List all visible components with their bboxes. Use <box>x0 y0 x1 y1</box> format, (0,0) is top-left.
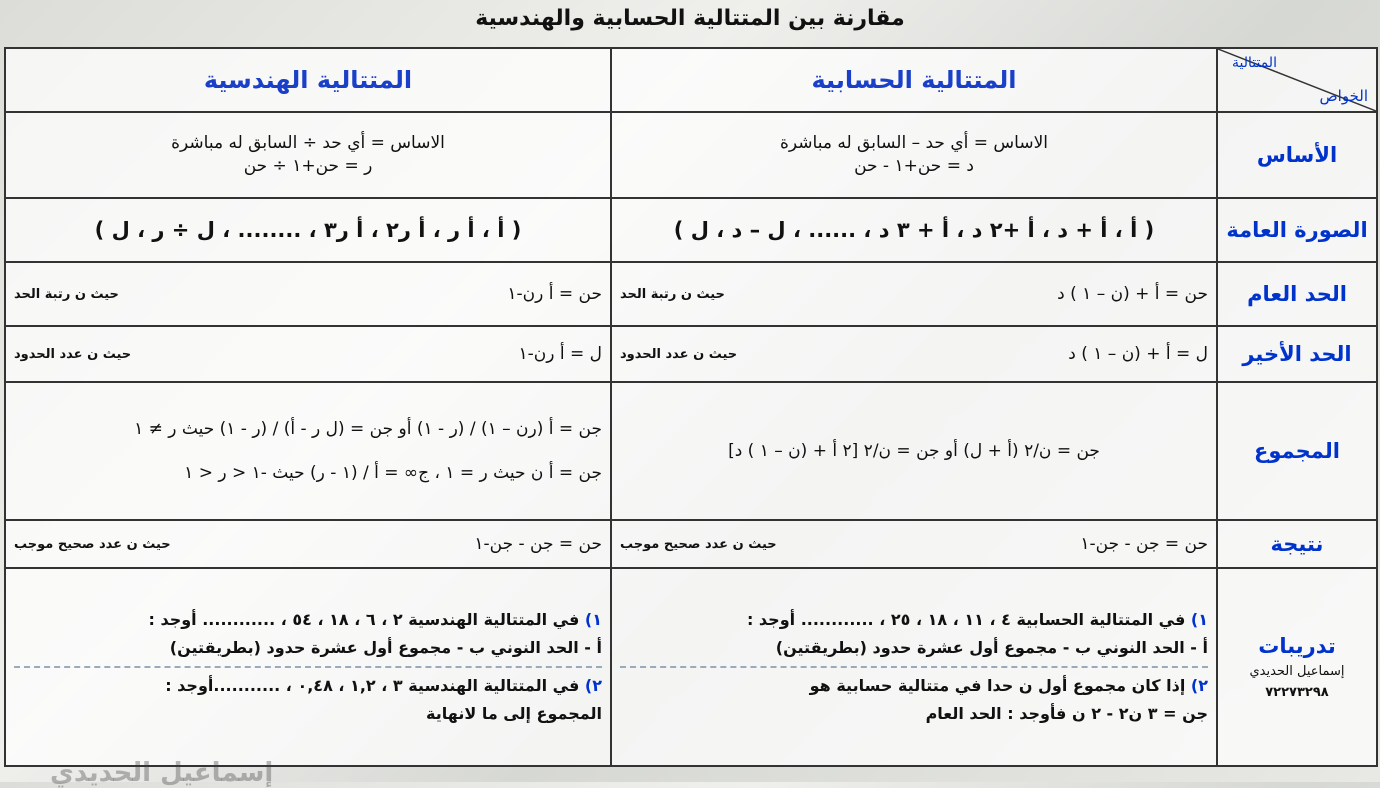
geo-sum-cell <box>5 382 611 520</box>
arith-exercise-2-formula: جن = ٣ ن٢ - ٢ ن فأوجد : الحد العام <box>925 704 1208 723</box>
geo-exercise-1-text: في المتتالية الهندسية ٢ ، ٦ ، ١٨ ، ٥٤ ، ............ أوجد : <box>148 610 580 629</box>
row-last-term <box>5 326 1377 382</box>
row-general-term <box>5 262 1377 326</box>
geo-general-term-note: حيث ن رتبة الحد <box>14 286 119 302</box>
arith-general-term-note: حيث ن رتبة الحد <box>620 286 725 302</box>
arith-last-term-note: حيث ن عدد الحدود <box>620 346 738 362</box>
arith-base-def: الاساس = أي حد – السابق له مباشرة <box>779 133 1049 154</box>
geo-last-term-formula: ل = أ رن-١ <box>518 344 602 364</box>
row-label-last-term: الحد الأخير <box>1217 326 1377 382</box>
arith-exercise-2-number: ٢) <box>1190 676 1208 695</box>
arith-exercise-1-text: في المتتالية الحسابية ٤ ، ١١ ، ١٨ ، ٢٥ ، ............ أوجد : <box>746 610 1186 629</box>
geo-exercise-1-parts: أ - الحد النوني ب - مجموع أول عشرة حدود (بطريقتين) <box>169 638 602 657</box>
geo-result-formula: حن = جن - جن-١ <box>474 534 602 554</box>
geo-last-term-cell <box>5 326 611 382</box>
row-label-sum: المجموع <box>1217 382 1377 520</box>
arith-last-term-cell <box>611 326 1217 382</box>
geo-result-note: حيث ن عدد صحيح موجب <box>14 536 171 552</box>
author-name: إسماعيل الحديدي <box>1249 664 1345 679</box>
geo-exercise-2-text: في المتتالية الهندسية ٣ ، ١,٢ ، ٠,٤٨ ، ...........أوجد : <box>165 676 580 695</box>
geo-exercise-1 <box>14 606 602 662</box>
arith-exercise-1 <box>620 606 1208 662</box>
arith-sum-formula: جن = ن/٢ (أ + ل) أو جن = ن/٢ [٢ أ + (ن – ١ ) د] <box>728 441 1100 461</box>
row-result <box>5 520 1377 568</box>
geo-sum-formula-1: جن = أ (رن – ١) / (ر - ١) أو جن = (ل ر - أ) / (ر - ١) حيث ر ≠ ١ <box>134 418 602 439</box>
header-row <box>5 48 1377 112</box>
arith-exercises-cell <box>611 568 1217 766</box>
arith-base-formula: د = حن+١ - حن <box>854 156 974 176</box>
arith-exercise-1-number: ١) <box>1190 610 1208 629</box>
geo-general-form: ( أ ، أ ر ، أ ر٢ ، أ ر٣ ، ........ ، ل ÷ ر ، ل ) <box>5 198 611 262</box>
arith-sum-cell <box>611 382 1217 520</box>
comparison-table <box>4 47 1378 767</box>
row-base <box>5 112 1377 198</box>
row-label-general-term: الحد العام <box>1217 262 1377 326</box>
arith-result-cell <box>611 520 1217 568</box>
geo-base-formula: ر = حن+١ ÷ حن <box>243 156 373 176</box>
arith-result-note: حيث ن عدد صحيح موجب <box>620 536 777 552</box>
arith-base-cell <box>611 112 1217 198</box>
row-sum <box>5 382 1377 520</box>
row-label-result: نتيجة <box>1217 520 1377 568</box>
geo-exercise-2-number: ٢) <box>584 676 602 695</box>
row-label-exercises-cell <box>1217 568 1377 766</box>
author-phone: ٧٢٢٧٣٢٩٨ <box>1265 685 1329 700</box>
author-watermark: إسماعيل الحديدي <box>50 758 274 788</box>
arith-exercise-2 <box>620 672 1208 728</box>
arith-result-formula: حن = جن - جن-١ <box>1080 534 1208 554</box>
geo-sum-formula-2: جن = أ ن حيث ر = ١ ، ج∞ = أ / (١ - ر) حيث -١ < ر < ١ <box>184 463 602 483</box>
arith-general-term-cell <box>611 262 1217 326</box>
arith-exercise-2-text: إذا كان مجموع أول ن حدا في متتالية حسابية هو <box>809 676 1186 695</box>
geo-general-term-formula: حن = أ رن-١ <box>507 284 602 304</box>
arith-exercise-1-parts: أ - الحد النوني ب - مجموع أول عشرة حدود (بطريقتين) <box>775 638 1208 657</box>
corner-cell <box>1217 48 1377 112</box>
row-exercises <box>5 568 1377 766</box>
geometric-heading: المتتالية الهندسية <box>5 48 611 112</box>
arith-general-term-formula: حن = أ + (ن – ١ ) د <box>1057 284 1208 304</box>
arith-last-term-formula: ل = أ + (ن – ١ ) د <box>1068 344 1208 364</box>
geo-result-cell <box>5 520 611 568</box>
row-label-base: الأساس <box>1217 112 1377 198</box>
geo-general-term-cell <box>5 262 611 326</box>
geo-exercise-2 <box>14 672 602 728</box>
row-label-exercises: تدريبات <box>1258 634 1336 658</box>
divider <box>620 666 1208 668</box>
geo-exercises-cell <box>5 568 611 766</box>
page-title: مقارنة بين المتتالية الحسابية والهندسية <box>475 6 905 31</box>
arithmetic-heading: المتتالية الحسابية <box>611 48 1217 112</box>
geo-exercise-2-task: المجموع إلى ما لانهاية <box>426 704 602 723</box>
geo-exercise-1-number: ١) <box>584 610 602 629</box>
row-general-form <box>5 198 1377 262</box>
geo-last-term-note: حيث ن عدد الحدود <box>14 346 132 362</box>
row-label-general-form: الصورة العامة <box>1217 198 1377 262</box>
corner-label-properties: الخواص <box>1319 87 1368 105</box>
geo-base-cell <box>5 112 611 198</box>
geo-base-def: الاساس = أي حد ÷ السابق له مباشرة <box>171 133 445 154</box>
corner-label-sequence: المتتالية <box>1232 55 1277 71</box>
arith-general-form: ( أ ، أ + د ، أ +٢ د ، أ + ٣ د ، ...... ، ل – د ، ل ) <box>611 198 1217 262</box>
divider <box>14 666 602 668</box>
